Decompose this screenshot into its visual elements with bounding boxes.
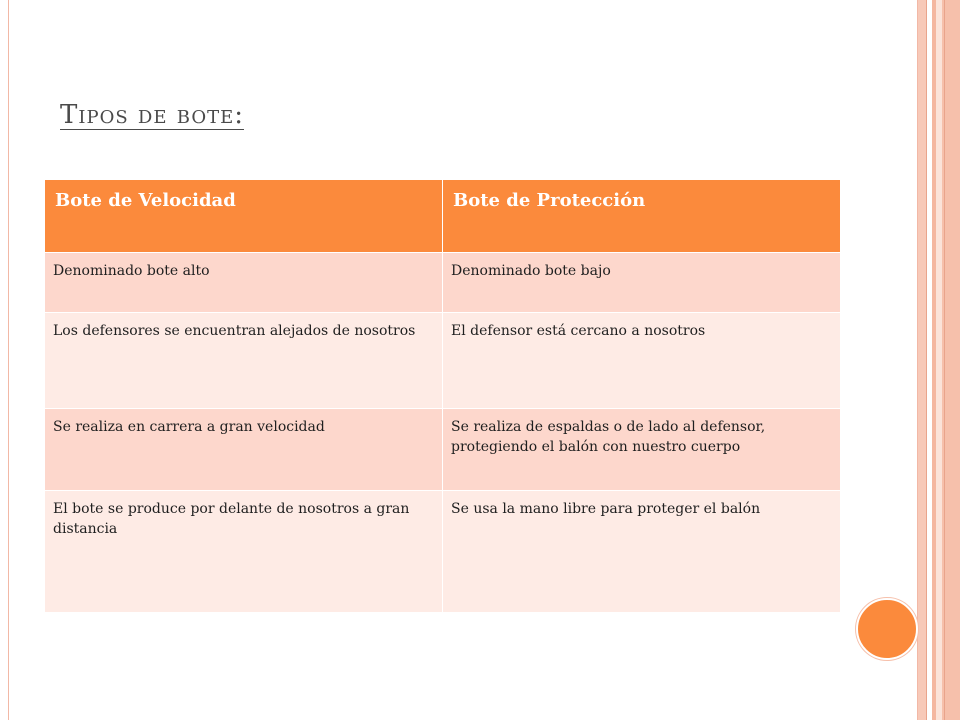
table-row: [45, 313, 841, 409]
table-cell: Denominado bote alto: [45, 253, 443, 313]
header-bote-proteccion: Bote de Protección: [443, 180, 841, 253]
table-row: [45, 491, 841, 613]
decor-stripe-line: [926, 0, 927, 720]
decor-stripe-line: [944, 0, 945, 720]
decor-circle: [856, 598, 918, 660]
decor-stripe: [918, 0, 926, 720]
table-cell: Se realiza de espaldas o de lado al defensor, protegiendo el balón con nuestro cuerpo: [443, 409, 841, 491]
table-row: [45, 409, 841, 491]
table-cell: Se usa la mano libre para proteger el balón: [443, 491, 841, 613]
table-cell: Los defensores se encuentran alejados de nosotros: [45, 313, 443, 409]
slide-title: Tipos de bote:: [60, 100, 244, 130]
table-cell: El defensor está cercano a nosotros: [443, 313, 841, 409]
header-bote-velocidad: Bote de Velocidad: [45, 180, 443, 253]
table-header-row: [45, 180, 841, 253]
table-cell: Se realiza en carrera a gran velocidad: [45, 409, 443, 491]
comparison-table: [44, 179, 841, 613]
table-cell: El bote se produce por delante de nosotros a gran distancia: [45, 491, 443, 613]
table-cell: Denominado bote bajo: [443, 253, 841, 313]
table-row: [45, 253, 841, 313]
